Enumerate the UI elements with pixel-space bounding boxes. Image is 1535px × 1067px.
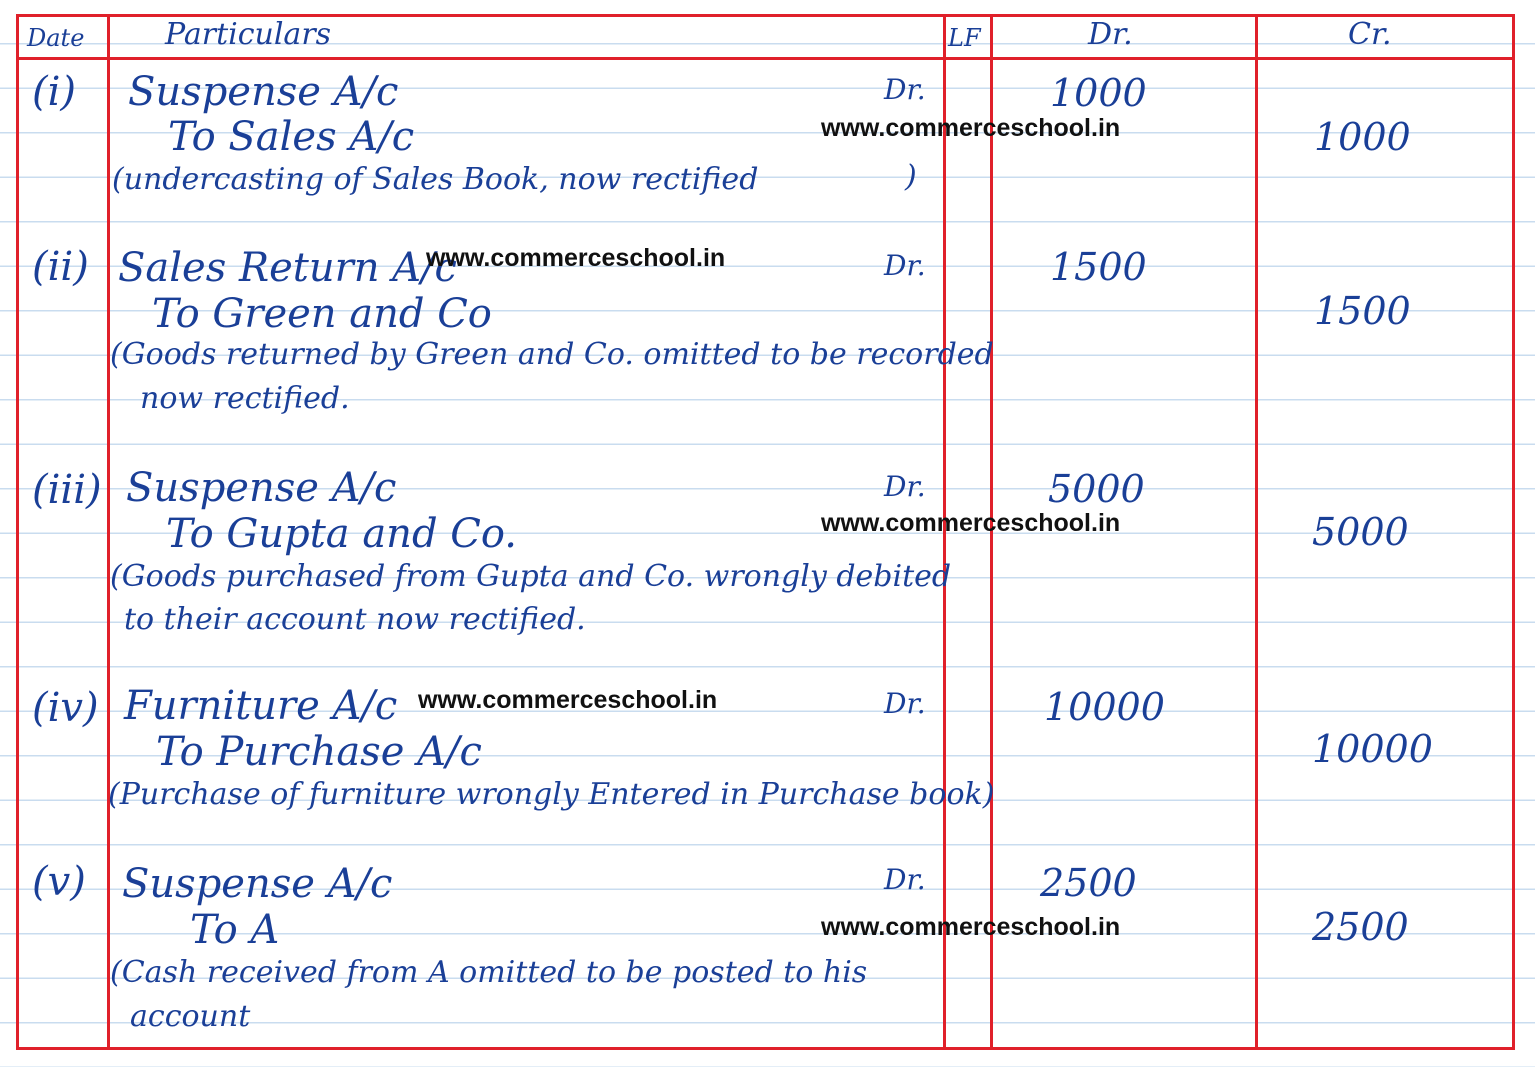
cr-amount: 10000 [1312, 727, 1433, 771]
date-column-divider [107, 14, 110, 1050]
entry-number: (ii) [32, 244, 89, 290]
dr-mark: Dr. [884, 73, 926, 106]
debit-account: Suspense A/c [122, 861, 393, 907]
debit-account: Suspense A/c [128, 69, 399, 115]
watermark-text: www.commerceschool.in [418, 686, 718, 714]
header-dr: Dr. [1088, 17, 1133, 52]
watermark-text: www.commerceschool.in [426, 244, 726, 272]
credit-account: To Green and Co [152, 291, 492, 337]
narration-line: account [130, 999, 251, 1034]
cr-amount: 2500 [1312, 905, 1409, 949]
narration-line: now rectified. [140, 381, 350, 416]
narration-line: (Goods returned by Green and Co. omitted to be recorded [110, 337, 994, 372]
cr-amount: 1000 [1314, 115, 1411, 159]
dr-mark: Dr. [884, 249, 926, 282]
watermark-text: www.commerceschool.in [821, 114, 1121, 142]
debit-account: Furniture A/c [124, 683, 398, 729]
watermark-text: www.commerceschool.in [821, 913, 1121, 941]
dr-amount: 1500 [1050, 245, 1147, 289]
dr-column-divider [1255, 14, 1258, 1050]
dr-mark: Dr. [884, 863, 926, 896]
credit-account: To Gupta and Co. [166, 511, 517, 557]
narration-line: (Goods purchased from Gupta and Co. wrongly debited [110, 559, 952, 594]
header-divider [16, 57, 1515, 60]
dr-amount: 5000 [1048, 467, 1145, 511]
cr-amount: 5000 [1312, 510, 1409, 554]
debit-account: Suspense A/c [126, 465, 397, 511]
header-date: Date [27, 24, 85, 52]
watermark-text: www.commerceschool.in [821, 509, 1121, 537]
header-cr: Cr. [1348, 17, 1392, 52]
dr-mark: Dr. [884, 470, 926, 503]
debit-account: Sales Return A/c [118, 245, 457, 291]
narration-line: (Cash received from A omitted to be posted to his [110, 955, 868, 990]
narration-line: to their account now rectified. [124, 602, 586, 637]
entry-number: (v) [32, 859, 86, 905]
entry-number: (iv) [32, 685, 99, 731]
entry-number: (iii) [32, 467, 102, 513]
dr-amount: 1000 [1050, 71, 1147, 115]
narration-line: (Purchase of furniture wrongly Entered in Purchase book) [108, 777, 995, 812]
credit-account: To Purchase A/c [156, 729, 482, 775]
header-particulars: Particulars [165, 17, 332, 52]
narration-close-paren: ) [905, 159, 917, 194]
dr-amount: 10000 [1044, 685, 1165, 729]
credit-account: To Sales A/c [168, 114, 415, 160]
credit-account: To A [190, 907, 280, 953]
dr-mark: Dr. [884, 687, 926, 720]
dr-amount: 2500 [1040, 861, 1137, 905]
header-lf: LF [948, 24, 981, 52]
entry-number: (i) [32, 69, 77, 115]
cr-amount: 1500 [1314, 289, 1411, 333]
narration-line: (undercasting of Sales Book, now rectified [112, 162, 759, 197]
